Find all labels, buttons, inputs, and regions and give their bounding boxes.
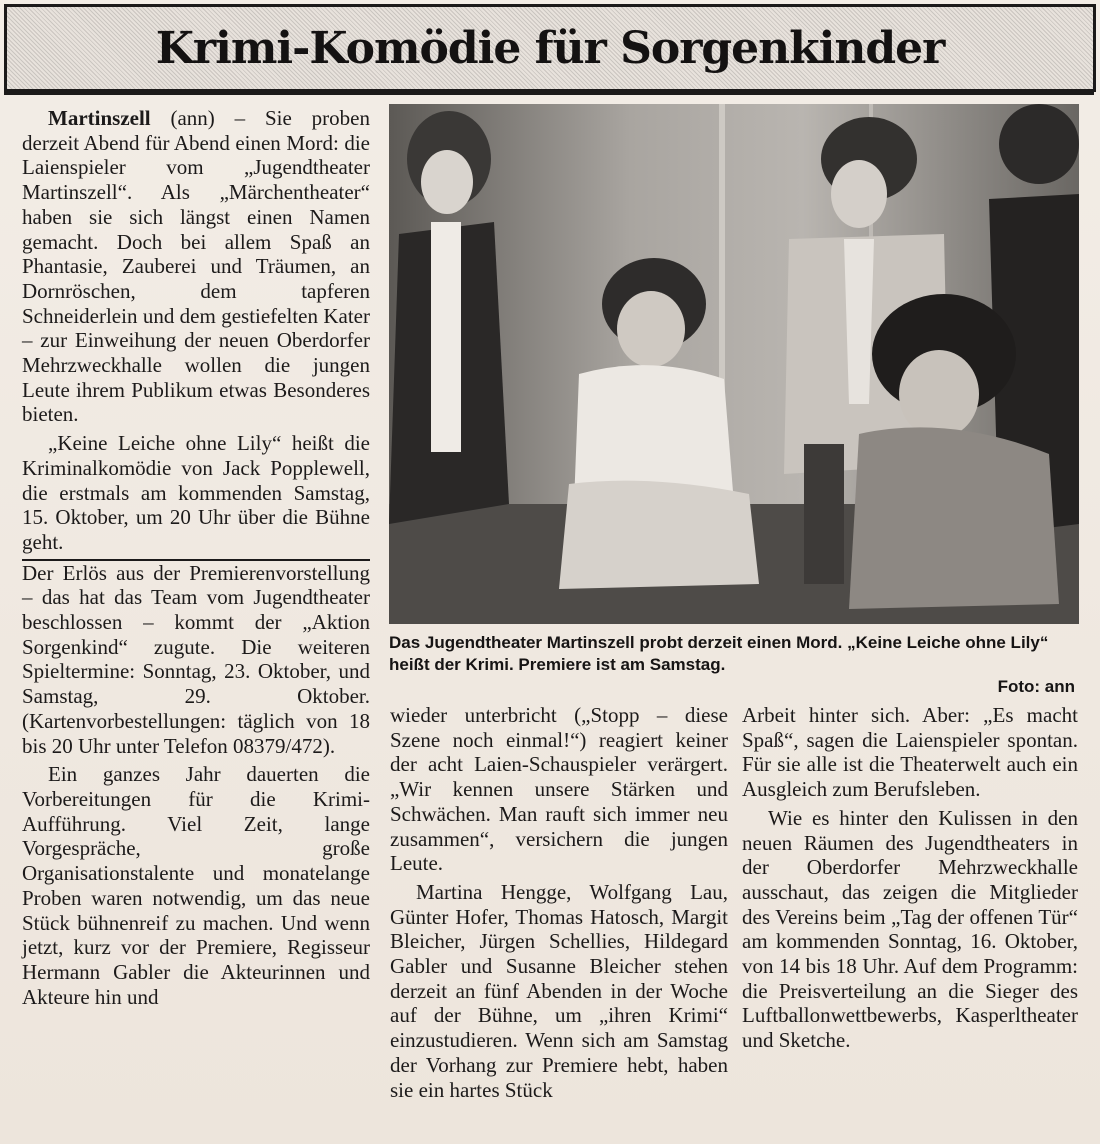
article-paragraph: „Keine Leiche ohne Lily“ heißt die Kriminalkomödie von Jack Popplewell, die erstmals am kommenden Samstag, 15. Oktober, um 20 Uhr über die Bühne geht.: [22, 431, 370, 554]
article-paragraph: Der Erlös aus der Premierenvorstellung – das hat das Team vom Jugendtheater beschlossen – kommt der „Aktion Sorgenkind“ zugute. Die weiteren Spieltermine: Sonntag, 23. Oktober, und Samstag, 29. Oktober. (Kartenvorbestellungen: täglich von 18 bis 20 Uhr unter Telefon 08379/472).: [22, 560, 370, 758]
photo-caption: [389, 632, 1081, 698]
article-paragraph: Ein ganzes Jahr dauerten die Vorbereitungen für die Krimi-Aufführung. Viel Zeit, lange Vorgespräche, große Organisationstalente und monatelange Proben waren notwendig, um das neue Stück bühnenreif zu machen. Und wenn jetzt, kurz vor der Premiere, Regisseur Hermann Gabler die Akteurinnen und Akteure hin und: [22, 762, 370, 1009]
headline-box: [4, 4, 1096, 92]
article-paragraph: Wie es hinter den Kulissen in den neuen Räumen des Jugendtheaters in der Oberdorfer Mehrzweckhalle ausschaut, das zeigen die Mitglieder des Vereins beim „Tag der offenen Tür“ am kommenden Sonntag, 16. Oktober, von 14 bis 18 Uhr. Auf dem Programm: die Preisverteilung an die Sieger des Luftballonwettbewerbs, Kasperltheater und Sketche.: [742, 805, 1078, 1053]
article-column-3: [742, 703, 1078, 1053]
rehearsal-photo-illustration: [389, 104, 1079, 624]
dateline: Martinszell: [48, 106, 151, 130]
paragraph-text: (ann) – Sie proben derzeit Abend für Abend einen Mord: die Laienspieler vom „Jugendtheater Martinszell“. Als „Märchentheater“ haben sie sich längst einen Namen gemacht. Doch bei allem Spaß an Phantasie, Zauberei und Träumen, an Dornröschen, dem tapferen Schneiderlein und dem gestiefelten Kater – zur Einweihung der neuen Oberdorfer Mehrzweckhalle wollen die jungen Leute ihrem Publikum etwas Besonderes bieten.: [22, 106, 370, 427]
article-paragraph: wieder unterbricht („Stopp – diese Szene noch einmal!“) reagiert keiner der acht Laien-Schauspieler verärgert. „Wir kennen unsere Stärken und Schwächen. Man rauft sich immer neu zusammen“, versichern die jungen Leute.: [390, 703, 728, 876]
article-paragraph: [22, 106, 370, 427]
photo-credit: Foto: ann: [997, 677, 1075, 696]
article-photo: [389, 104, 1079, 624]
headline: Krimi-Komödie für Sorgenkinder: [155, 22, 945, 74]
article-paragraph: Martina Hengge, Wolfgang Lau, Günter Hofer, Thomas Hatosch, Margit Bleicher, Jürgen Schellies, Hildegard Gabler und Susanne Bleicher stehen derzeit an fünf Abenden in der Woche auf der Bühne, um „ihren Krimi“ einzustudieren. Wenn sich am Samstag der Vorhang zur Premiere hebt, haben sie ein hartes Stück: [390, 879, 728, 1102]
headline-rule: [4, 92, 1094, 95]
caption-text: Das Jugendtheater Martinszell probt derzeit einen Mord. „Keine Leiche ohne Lily“ heißt der Krimi. Premiere ist am Samstag.: [389, 633, 1049, 674]
article-column-2: [390, 703, 728, 1102]
article-paragraph: Arbeit hinter sich. Aber: „Es macht Spaß“, sagen die Laienspieler spontan. Für sie alle ist die Theaterwelt auch ein Ausgleich zum Berufsleben.: [742, 703, 1078, 802]
article-column-1: [22, 106, 370, 1009]
